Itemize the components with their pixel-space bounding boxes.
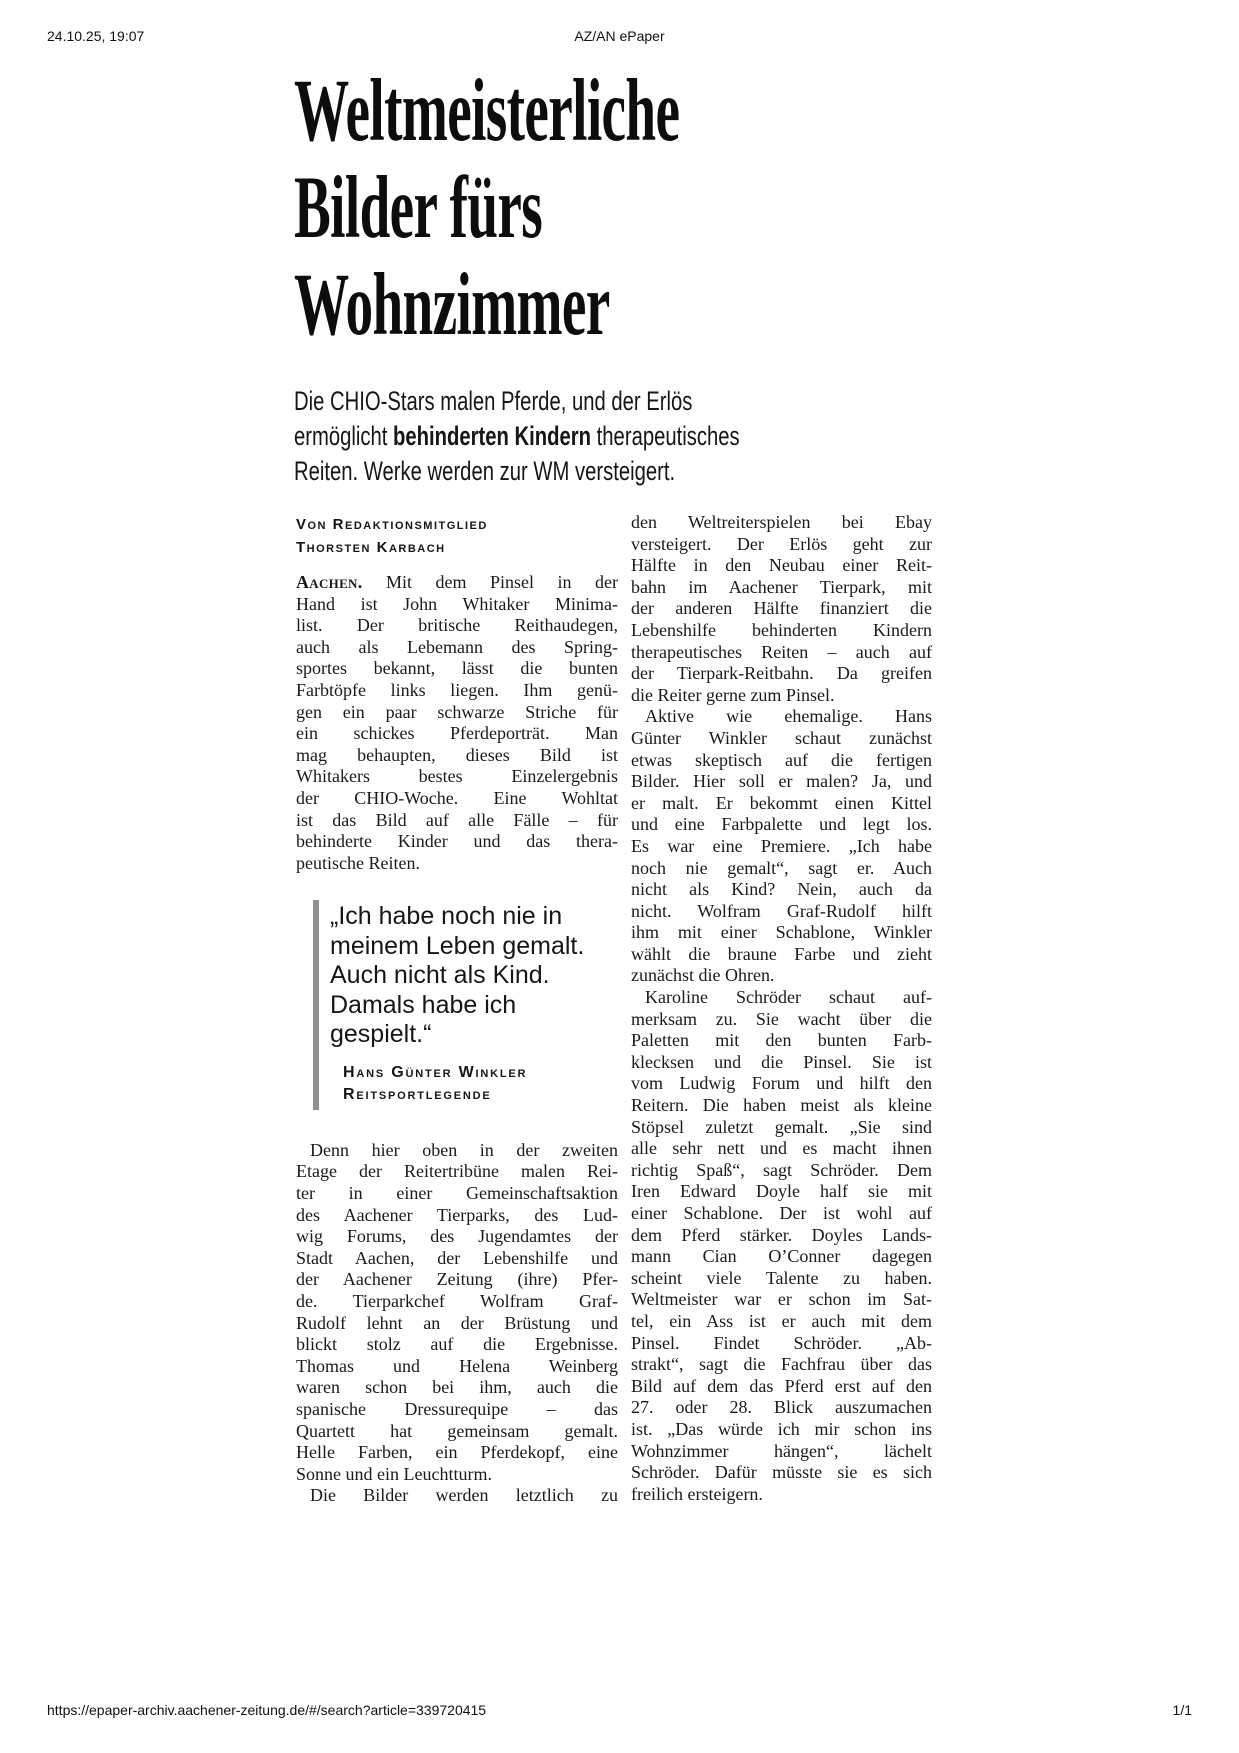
headline-line: Bilder fürs	[294, 159, 543, 257]
body-line: des Aachener Tierparks, des Lud-	[296, 1204, 618, 1225]
pull-quote-line: Auch nicht als Kind.	[330, 961, 550, 990]
body-line: spanische Dressurequipe – das	[296, 1398, 618, 1419]
body-line: Bilder. Hier soll er malen? Ja, und	[631, 771, 932, 792]
column-left	[296, 513, 618, 1507]
pull-quote-line: Damals habe ich	[330, 990, 517, 1019]
body-line: alle sehr nett und es macht ihnen	[631, 1138, 932, 1159]
body-paragraph	[631, 512, 932, 706]
footer-page-indicator: 1/1	[1172, 1702, 1192, 1718]
standfirst	[294, 384, 740, 489]
standfirst-line	[294, 454, 740, 489]
standfirst-bold-phrase: behinderten Kindern	[393, 421, 592, 451]
body-line: Hand ist John Whitaker Minima-	[296, 593, 618, 614]
body-line: ter in einer Gemeinschaftsaktion	[296, 1183, 618, 1203]
body-line: der anderen Hälfte finanziert die	[631, 598, 932, 619]
body-line: Es war eine Premiere. „Ich habe	[631, 835, 932, 856]
pull-quote-line: meinem Leben gemalt.	[330, 931, 585, 960]
body-line: de. Tierparkchef Wolfram Graf-	[296, 1290, 618, 1311]
body-line: Quartett hat gemeinsam gemalt.	[296, 1420, 618, 1441]
body-line: der Aachener Zeitung (ihre) Pfer-	[296, 1269, 618, 1290]
pull-quote-attribution	[343, 1062, 618, 1106]
body-line: dem Pferd stärker. Doyles Lands-	[631, 1224, 932, 1245]
header-datetime: 24.10.25, 19:07	[47, 28, 145, 44]
body-line: 27. oder 28. Blick auszumachen	[631, 1397, 932, 1418]
body-line: sportes bekannt, lässt die bunten	[296, 658, 618, 679]
headline-line: Wohnzimmer	[294, 256, 610, 354]
body-line: list. Der britische Reithaudegen,	[296, 615, 618, 636]
body-line: wig Forums, des Jugendamtes der	[296, 1226, 618, 1247]
body-line: blickt stolz auf die Ergebnisse.	[296, 1334, 618, 1355]
body-line: er malt. Er bekommt einen Kittel	[631, 792, 932, 813]
dateline-lead: Aachen.	[296, 572, 363, 592]
body-paragraph	[631, 706, 932, 987]
body-line: Whitakers bestes Einzelergebnis	[296, 766, 618, 787]
body-line: die Reiter gerne zum Pinsel.	[631, 684, 835, 705]
body-line: peutische Reiten.	[296, 852, 420, 873]
body-line: Stöpsel zuletzt gemalt. „Sie sind	[631, 1116, 932, 1137]
body-line: Denn hier oben in der zweiten	[310, 1139, 618, 1160]
body-line: scheint viele Talente zu haben.	[631, 1267, 932, 1288]
pull-quote-line: gespielt.“	[330, 1020, 432, 1049]
body-line: einer Schablone. Der ist wohl auf	[631, 1203, 932, 1223]
body-line: Reitern. Die haben meist als kleine	[631, 1095, 932, 1116]
body-line: Farbtöpfe links liegen. Ihm genü-	[296, 679, 618, 700]
body-line: nicht. Wolfram Graf-Rudolf hilft	[631, 900, 932, 921]
standfirst-text: therapeutisches	[591, 421, 740, 451]
body-line: tel, ein Ass ist er auch mit dem	[631, 1310, 932, 1331]
body-line: waren schon bei ihm, auch die	[296, 1377, 618, 1398]
body-line: Karoline Schröder schaut auf-	[645, 987, 932, 1008]
body-line: gen ein paar schwarze Striche für	[296, 701, 618, 722]
body-line: nicht als Kind? Nein, auch da	[631, 879, 932, 900]
body-line: mann Cian O’Conner dagegen	[631, 1246, 932, 1267]
column-right	[631, 512, 932, 1505]
body-line: mag behaupten, dieses Bild ist	[296, 744, 618, 765]
body-line: strakt“, sagt die Fachfrau über das	[631, 1354, 932, 1375]
body-line: Lebenshilfe behinderten Kindern	[631, 619, 932, 640]
body-line: Pinsel. Findet Schröder. „Ab-	[631, 1332, 932, 1353]
footer-url: https://epaper-archiv.aachener-zeitung.de/#/search?article=339720415	[47, 1702, 487, 1718]
body-line: klecksen und die Pinsel. Sie ist	[631, 1051, 932, 1072]
body-line: therapeutisches Reiten – auch auf	[631, 641, 932, 662]
body-line: versteigert. Der Erlös geht zur	[631, 533, 932, 554]
body-line: und eine Farbpalette und legt los.	[631, 814, 932, 835]
body-line: auch als Lebemann des Spring-	[296, 636, 618, 657]
column-left-blocks	[296, 572, 618, 1507]
body-line: Sonne und ein Leuchtturm.	[296, 1463, 492, 1484]
body-line: Weltmeister war er schon im Sat-	[631, 1289, 932, 1310]
body-line: noch nie gemalt“, sagt er. Auch	[631, 857, 932, 878]
body-line: Die Bilder werden letztlich zu	[310, 1485, 618, 1506]
body-line: etwas skeptisch auf die fertigen	[631, 749, 932, 770]
pull-quote-bar	[313, 900, 319, 1110]
body-line: Wohnzimmer hängen“, lächelt	[631, 1440, 932, 1461]
body-line: ihm mit einer Schablone, Winkler	[631, 922, 932, 943]
body-line: merksam zu. Sie wacht über die	[631, 1008, 932, 1029]
pull-quote-attribution-line: Hans Günter Winkler	[343, 1063, 528, 1081]
body-line: zunächst die Ohren.	[631, 965, 775, 986]
body-line: ein schickes Pferdeporträt. Man	[296, 723, 618, 744]
body-line: richtig Spaß“, sagt Schröder. Dem	[631, 1159, 932, 1180]
body-line: bahn im Aachener Tierpark, mit	[631, 576, 932, 597]
standfirst-text: Die CHIO-Stars malen Pferde, und der Erlös	[294, 386, 693, 416]
body-line: vom Ludwig Forum und hilft den	[631, 1073, 932, 1094]
body-line: Stadt Aachen, der Lebenshilfe und	[296, 1247, 618, 1268]
byline	[296, 513, 618, 559]
body-line: Bild auf dem das Pferd erst auf den	[631, 1375, 932, 1396]
column-right-blocks	[631, 512, 932, 1505]
body-line: Hälfte in den Neubau einer Reit-	[631, 555, 932, 576]
body-line: Günter Winkler schaut zunächst	[631, 727, 932, 748]
body-paragraph	[296, 572, 618, 874]
body-line: Rudolf lehnt an der Brüstung und	[296, 1312, 618, 1333]
standfirst-text: Reiten. Werke werden zur WM versteigert.	[294, 456, 676, 486]
body-line: Thomas und Helena Weinberg	[296, 1355, 618, 1376]
body-line: Aktive wie ehemalige. Hans	[645, 706, 932, 727]
pull-quote-line: „Ich habe noch nie in	[330, 902, 563, 931]
pull-quote	[313, 900, 618, 1110]
body-line: wählt die braune Farbe und zieht	[631, 943, 932, 964]
standfirst-line	[294, 384, 740, 419]
body-paragraph	[631, 987, 932, 1505]
body-line: Etage der Reitertribüne malen Rei-	[296, 1161, 618, 1182]
body-line: freilich ersteigern.	[631, 1483, 763, 1504]
standfirst-text: ermöglicht	[294, 421, 394, 451]
body-line: ist das Bild auf alle Fälle – für	[296, 809, 618, 830]
body-paragraph	[296, 1140, 618, 1486]
byline-line: Von Redaktionsmitglied	[296, 516, 488, 533]
body-line: Schröder. Dafür müsste sie es sich	[631, 1462, 932, 1483]
body-line: Paletten mit den bunten Farb-	[631, 1030, 932, 1051]
body-paragraph	[296, 1485, 618, 1507]
standfirst-line	[294, 419, 740, 454]
body-line: Aachen. Mit dem Pinsel in der	[296, 572, 618, 592]
body-line: behinderte Kinder und das thera-	[296, 831, 618, 852]
body-line: ist. „Das würde ich mir schon ins	[631, 1418, 932, 1439]
headline-line: Weltmeisterliche	[294, 62, 680, 160]
body-line: Iren Edward Doyle half sie mit	[631, 1181, 932, 1202]
header-app-title: AZ/AN ePaper	[574, 28, 665, 44]
body-line: der Tierpark-Reitbahn. Da greifen	[631, 663, 932, 684]
byline-line: Thorsten Karbach	[296, 539, 446, 556]
body-line: Helle Farben, ein Pferdekopf, eine	[296, 1442, 618, 1463]
body-line: den Weltreiterspielen bei Ebay	[631, 512, 932, 532]
pull-quote-attribution-line: Reitsportlegende	[343, 1085, 492, 1103]
headline	[294, 63, 679, 354]
body-line: der CHIO-Woche. Eine Wohltat	[296, 787, 618, 808]
